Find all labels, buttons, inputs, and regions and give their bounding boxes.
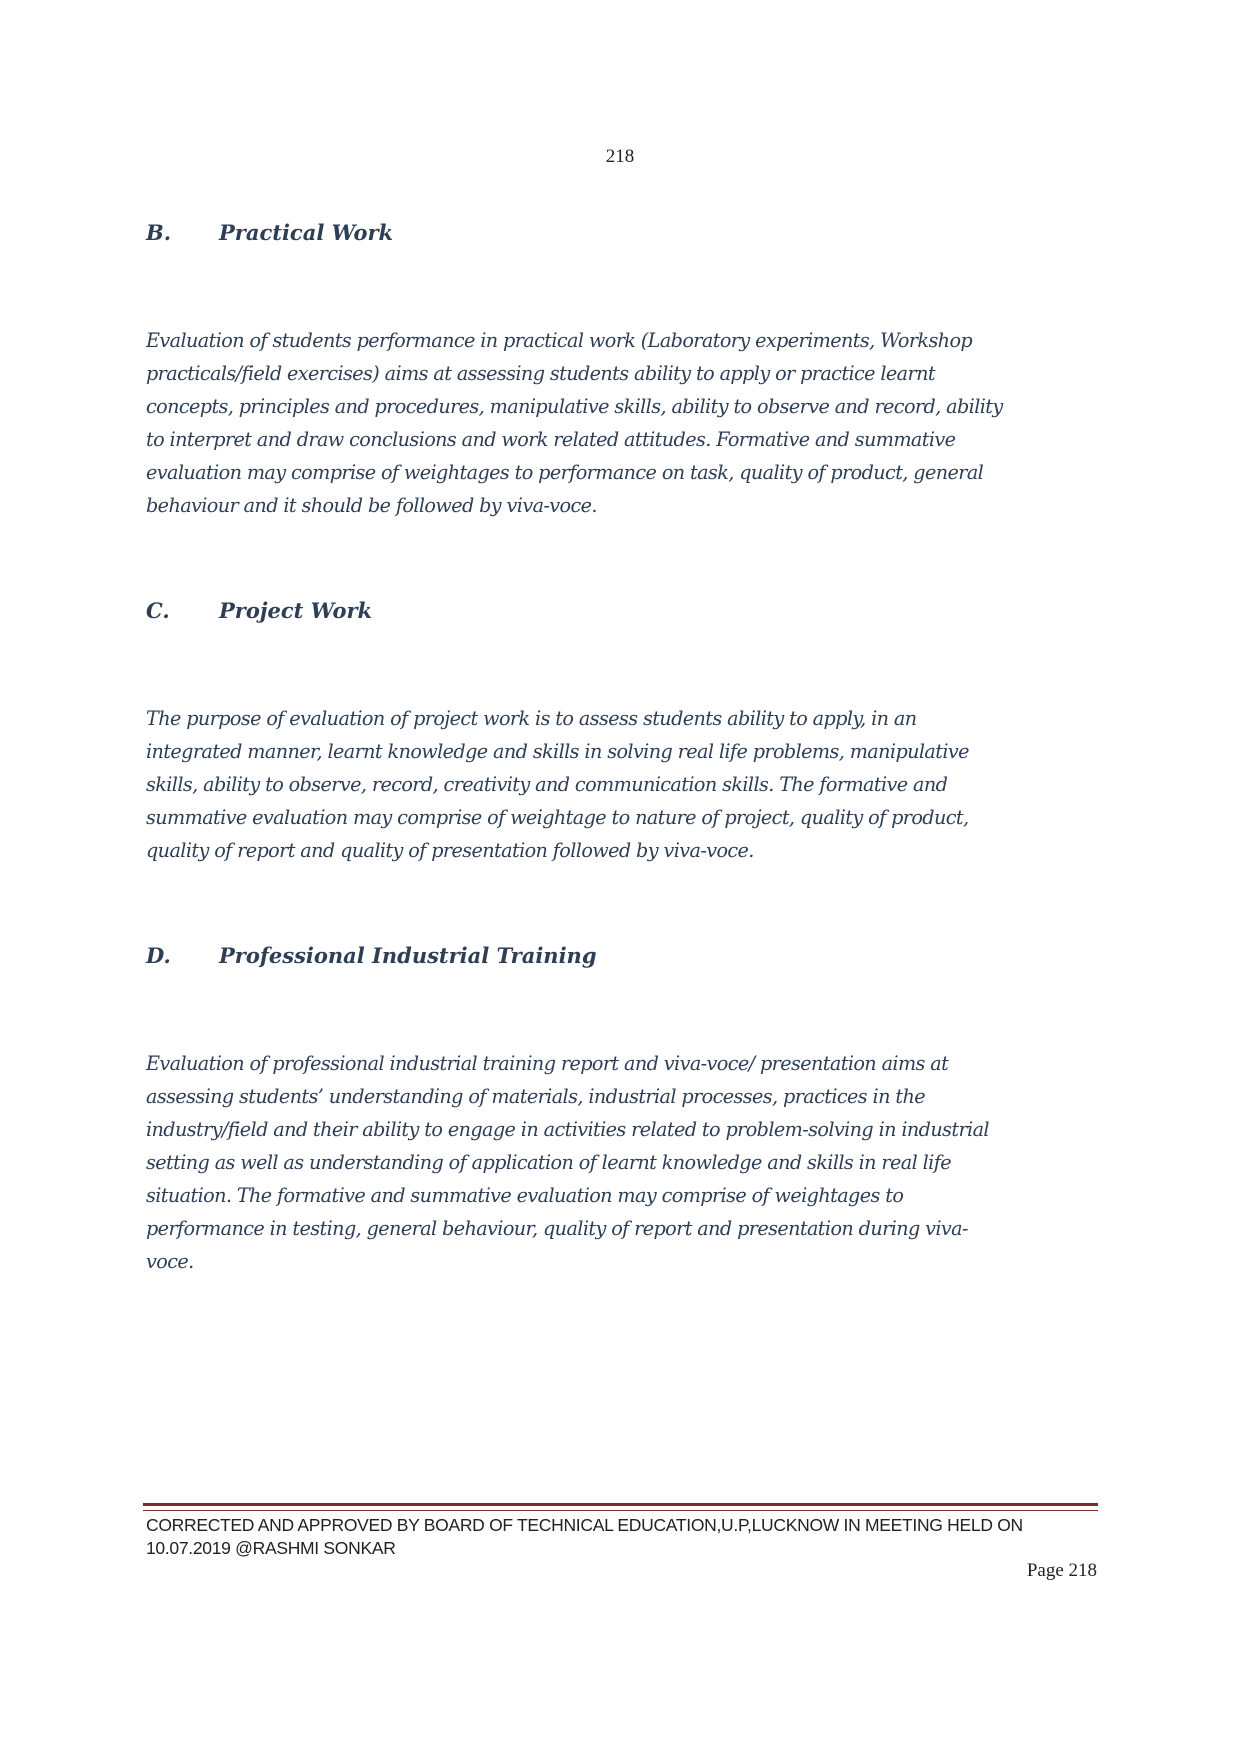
footer-text	[146, 1514, 1023, 1560]
paragraph-line: assessing students’ understanding of materials, industrial processes, practices in the	[146, 1085, 925, 1108]
paragraph-line: skills, ability to observe, record, creativity and communication skills. The formative and	[146, 773, 948, 796]
section-title: Practical Work	[219, 220, 394, 245]
paragraph-line: to interpret and draw conclusions and work related attitudes. Formative and summative	[146, 428, 956, 451]
paragraph-line: situation. The formative and summative evaluation may comprise of weightages to	[146, 1184, 904, 1207]
section-professional-industrial-training	[146, 941, 1096, 1278]
paragraph-line: quality of report and quality of presentation followed by viva-voce.	[146, 839, 754, 862]
paragraph-line: industry/field and their ability to engage in activities related to problem-solving in industrial	[146, 1118, 989, 1141]
paragraph-line: The purpose of evaluation of project work is to assess students ability to apply, in an	[146, 707, 917, 730]
section-paragraph	[146, 324, 1096, 522]
footer-line-2: 10.07.2019 @RASHMI SONKAR	[146, 1538, 396, 1558]
paragraph-line: integrated manner, learnt knowledge and skills in solving real life problems, manipulative	[146, 740, 969, 763]
paragraph-line: concepts, principles and procedures, manipulative skills, ability to observe and record, ability	[146, 395, 1003, 418]
section-letter: C.	[146, 598, 170, 623]
paragraph-line: summative evaluation may comprise of weightage to nature of project, quality of product,	[146, 806, 969, 829]
footer-divider	[143, 1503, 1098, 1511]
section-heading	[146, 941, 1096, 971]
section-title: Professional Industrial Training	[219, 943, 597, 968]
paragraph-line: performance in testing, general behaviour, quality of report and presentation during viva-	[146, 1217, 968, 1240]
paragraph-line: Evaluation of students performance in practical work (Laboratory experiments, Workshop	[146, 329, 973, 352]
section-paragraph	[146, 702, 1096, 867]
section-project-work	[146, 596, 1096, 867]
section-title: Project Work	[219, 598, 373, 623]
footer-line-1: CORRECTED AND APPROVED BY BOARD OF TECHNICAL EDUCATION,U.P,LUCKNOW IN MEETING HELD ON	[146, 1515, 1023, 1535]
section-practical-work	[146, 218, 1096, 522]
paragraph-line: Evaluation of professional industrial training report and viva-voce/ presentation aims at	[146, 1052, 949, 1075]
section-paragraph	[146, 1047, 1096, 1278]
section-heading	[146, 596, 1096, 626]
footer-page-number: Page 218	[1026, 1560, 1097, 1581]
section-heading	[146, 218, 1096, 248]
paragraph-line: behaviour and it should be followed by viva-voce.	[146, 494, 597, 517]
paragraph-line: setting as well as understanding of application of learnt knowledge and skills in real life	[146, 1151, 951, 1174]
page-number-top: 218	[605, 146, 635, 167]
paragraph-line: evaluation may comprise of weightages to performance on task, quality of product, general	[146, 461, 984, 484]
paragraph-line: practicals/field exercises) aims at assessing students ability to apply or practice learnt	[146, 362, 935, 385]
section-letter: D.	[146, 943, 171, 968]
paragraph-line: voce.	[146, 1250, 194, 1273]
section-letter: B.	[146, 220, 172, 245]
